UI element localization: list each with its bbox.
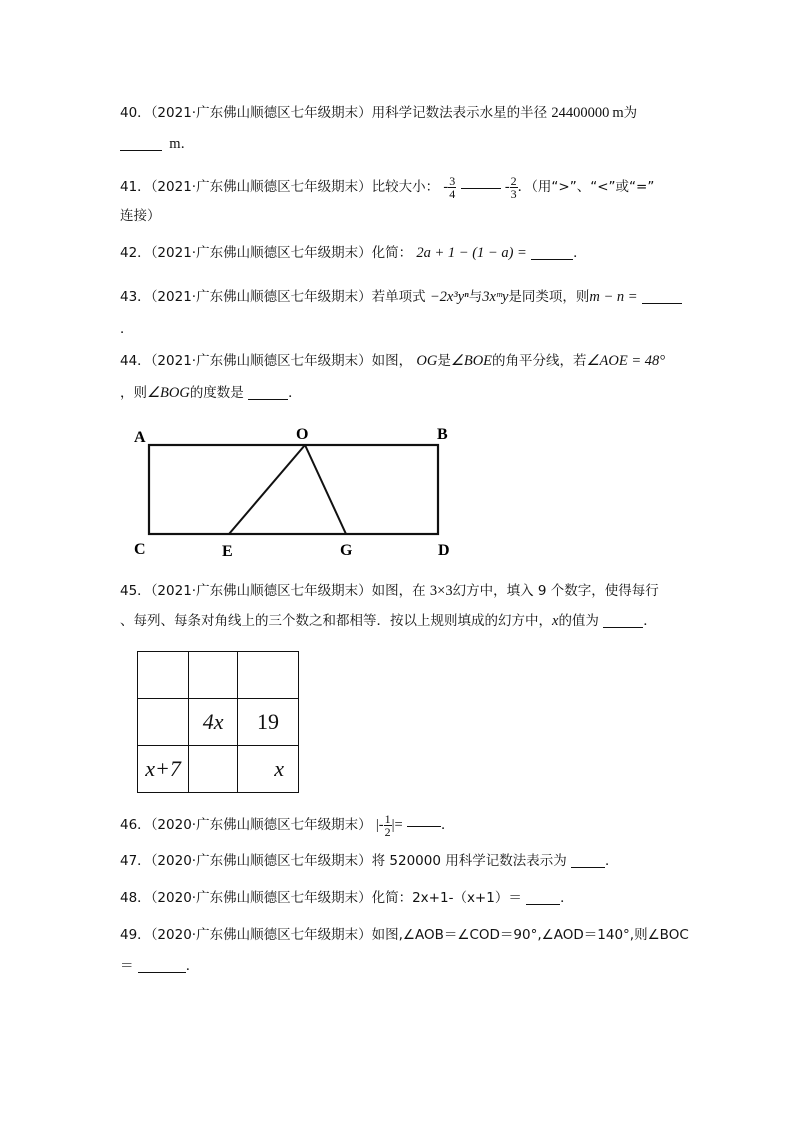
label-e: E (222, 543, 233, 560)
answer-blank[interactable] (461, 174, 501, 189)
question-44: 44．（2021·广东佛山顺德区七年级期末）如图， OG是∠BOE的角平分线，若∠AOE = 48° (120, 353, 666, 369)
fraction-1-2: $\frac{1}{2}$ (384, 811, 391, 839)
answer-blank[interactable] (138, 958, 186, 973)
question-42: 42．（2021·广东佛山顺德区七年级期末）化简： 2a + 1 − (1 − a) = ． (120, 245, 587, 261)
question-45-line2: 、每列、每条对角线上的三个数之和都相等．按以上规则填成的幻方中，x的值为 ． (120, 613, 657, 629)
label-a: A (134, 429, 146, 446)
cell-r1c1 (138, 652, 189, 699)
question-43-line2: ． (120, 321, 134, 337)
question-49-line2: ＝ ． (120, 958, 200, 974)
label-b: B (437, 426, 448, 443)
question-41: 41．（2021·广东佛山顺德区七年级期末）比较大小： - $\frac{3}{4}$ - $\frac{2}{3}$ ．（用“>”、“<”或“=” (120, 173, 655, 201)
answer-blank[interactable] (571, 853, 605, 868)
answer-blank[interactable] (642, 289, 682, 304)
answer-blank[interactable] (603, 613, 643, 628)
cell-r2c3: 19 (237, 699, 298, 746)
question-49: 49．（2020·广东佛山顺德区七年级期末）如图,∠AOB＝∠COD＝90°,∠AOD＝140°,则∠BOC (120, 927, 689, 943)
question-44-line2: ，则∠BOG的度数是 ． (120, 385, 302, 401)
question-43: 43．（2021·广东佛山顺德区七年级期末）若单项式 −2x³yⁿ与3xᵐy是同类项，则m − n = (120, 288, 682, 306)
magic-square (137, 651, 299, 793)
cell-r3c1: x+7 (138, 746, 189, 793)
cell-r1c2 (189, 652, 238, 699)
answer-blank[interactable] (120, 136, 162, 151)
question-40-line2: m． (120, 135, 194, 153)
cell-r3c2 (189, 746, 238, 793)
answer-blank[interactable] (248, 385, 288, 400)
table-row (138, 746, 299, 793)
label-c: C (134, 541, 146, 558)
label-g: G (340, 542, 353, 559)
fraction-2-3: $\frac{2}{3}$ (510, 173, 517, 201)
cell-r3c3: x (237, 746, 298, 793)
answer-blank[interactable] (531, 245, 573, 260)
label-o: O (296, 426, 309, 443)
question-46: 46．（2020·广东佛山顺德区七年级期末） |- $\frac{1}{2}$ |= ． (120, 811, 455, 839)
question-45: 45．（2021·广东佛山顺德区七年级期末）如图，在 3×3幻方中，填入 9 个数字，使得每行 (120, 583, 659, 599)
question-40: 40．（2021·广东佛山顺德区七年级期末）用科学记数法表示水星的半径 24400000 m为 (120, 105, 638, 121)
cell-r1c3 (237, 652, 298, 699)
question-41-line2: 连接） (120, 208, 161, 224)
question-47: 47．（2020·广东佛山顺德区七年级期末）将 520000 用科学记数法表示为 ． (120, 853, 619, 869)
table-row (138, 699, 299, 746)
answer-blank[interactable] (407, 812, 441, 827)
cell-r2c2: 4x (189, 699, 238, 746)
fraction-3-4: $\frac{3}{4}$ (449, 173, 456, 201)
label-d: D (438, 542, 450, 559)
rectangle-figure (130, 422, 460, 562)
table-row (138, 652, 299, 699)
segment-og (305, 445, 346, 534)
answer-blank[interactable] (526, 890, 560, 905)
cell-r2c1 (138, 699, 189, 746)
segment-oe (229, 445, 305, 534)
question-48: 48．（2020·广东佛山顺德区七年级期末）化简：2x+1-（x+1）＝ ． (120, 890, 574, 906)
